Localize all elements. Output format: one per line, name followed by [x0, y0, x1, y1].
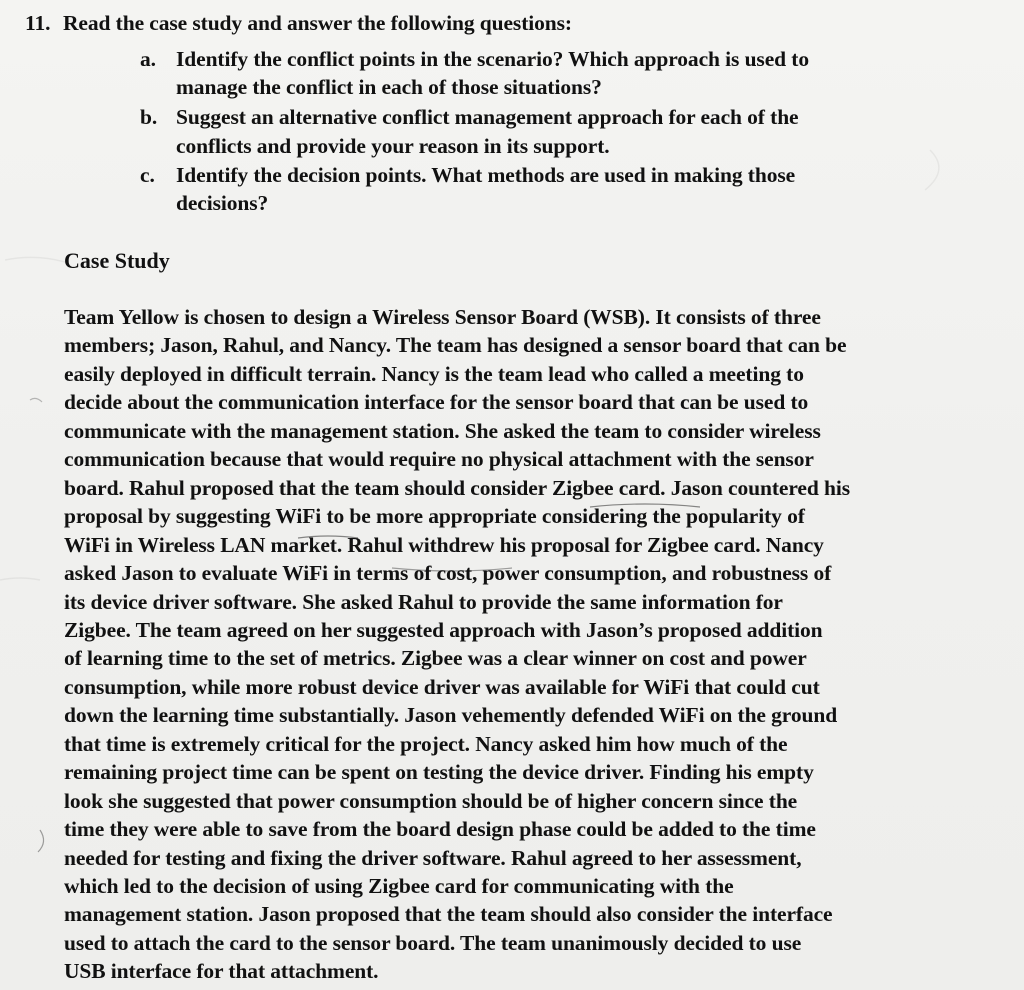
- case-study-line: remaining project time can be spent on testing the device driver. Finding his empty: [64, 760, 814, 785]
- item-a-line-2: manage the conflict in each of those situations?: [176, 75, 602, 99]
- case-study-line: proposal by suggesting WiFi to be more appropriate considering the popularity of: [64, 504, 805, 529]
- case-study-line: needed for testing and fixing the driver software. Rahul agreed to her assessment,: [64, 845, 802, 870]
- case-study-line: used to attach the card to the sensor board. The team unanimously decided to use: [64, 930, 802, 955]
- question-prompt: Read the case study and answer the following questions:: [63, 11, 572, 35]
- case-study-line: look she suggested that power consumption should be of higher concern since the: [64, 788, 798, 813]
- item-a-letter: a.: [140, 47, 156, 71]
- case-study-line: of learning time to the set of metrics. Zigbee was a clear winner on cost and power: [64, 646, 807, 671]
- case-study-line: time they were able to save from the board design phase could be added to the time: [64, 817, 816, 842]
- item-b-letter: b.: [140, 105, 158, 129]
- case-study-line: communication because that would require no physical attachment with the sensor: [64, 447, 814, 472]
- case-study-line: which led to the decision of using Zigbee card for communicating with the: [64, 874, 734, 898]
- item-c-line-2: decisions?: [176, 191, 269, 215]
- item-c-line-1: Identify the decision points. What methods are used in making those: [176, 163, 796, 187]
- case-study-line: management station. Jason proposed that the team should also consider the interface: [64, 902, 833, 927]
- case-study-line: USB interface for that attachment.: [64, 959, 379, 984]
- case-study-line: Team Yellow is chosen to design a Wireless Sensor Board (WSB). It consists of three: [64, 305, 821, 329]
- case-study-line: down the learning time substantially. Jason vehemently defended WiFi on the ground: [64, 703, 838, 728]
- item-b-line-2: conflicts and provide your reason in its support.: [176, 134, 610, 158]
- item-c-letter: c.: [140, 163, 155, 187]
- item-a-line-1: Identify the conflict points in the scenario? Which approach is used to: [176, 47, 809, 71]
- case-study-line: asked Jason to evaluate WiFi in terms of cost, power consumption, and robustness of: [64, 561, 832, 586]
- case-study-line: decide about the communication interface for the sensor board that can be used to: [64, 390, 809, 415]
- case-study-line: communicate with the management station. She asked the team to consider wireless: [64, 418, 821, 443]
- item-b-line-1: Suggest an alternative conflict management approach for each of the: [176, 105, 799, 129]
- case-study-line: Zigbee. The team agreed on her suggested approach with Jason’s proposed addition: [64, 617, 823, 642]
- question-number: 11.: [25, 11, 51, 35]
- case-study-line: WiFi in Wireless LAN market. Rahul withdrew his proposal for Zigbee card. Nancy: [64, 532, 824, 557]
- case-study-line: easily deployed in difficult terrain. Nancy is the team lead who called a meeting to: [64, 361, 804, 386]
- case-study-heading: Case Study: [64, 248, 170, 273]
- case-study-line: board. Rahul proposed that the team should consider Zigbee card. Jason countered his: [64, 475, 850, 500]
- case-study-line: its device driver software. She asked Rahul to provide the same information for: [64, 589, 783, 614]
- case-study-line: members; Jason, Rahul, and Nancy. The team has designed a sensor board that can be: [64, 333, 847, 358]
- case-study-line: that time is extremely critical for the project. Nancy asked him how much of the: [64, 731, 788, 756]
- case-study-line: consumption, while more robust device driver was available for WiFi that could cut: [64, 674, 820, 699]
